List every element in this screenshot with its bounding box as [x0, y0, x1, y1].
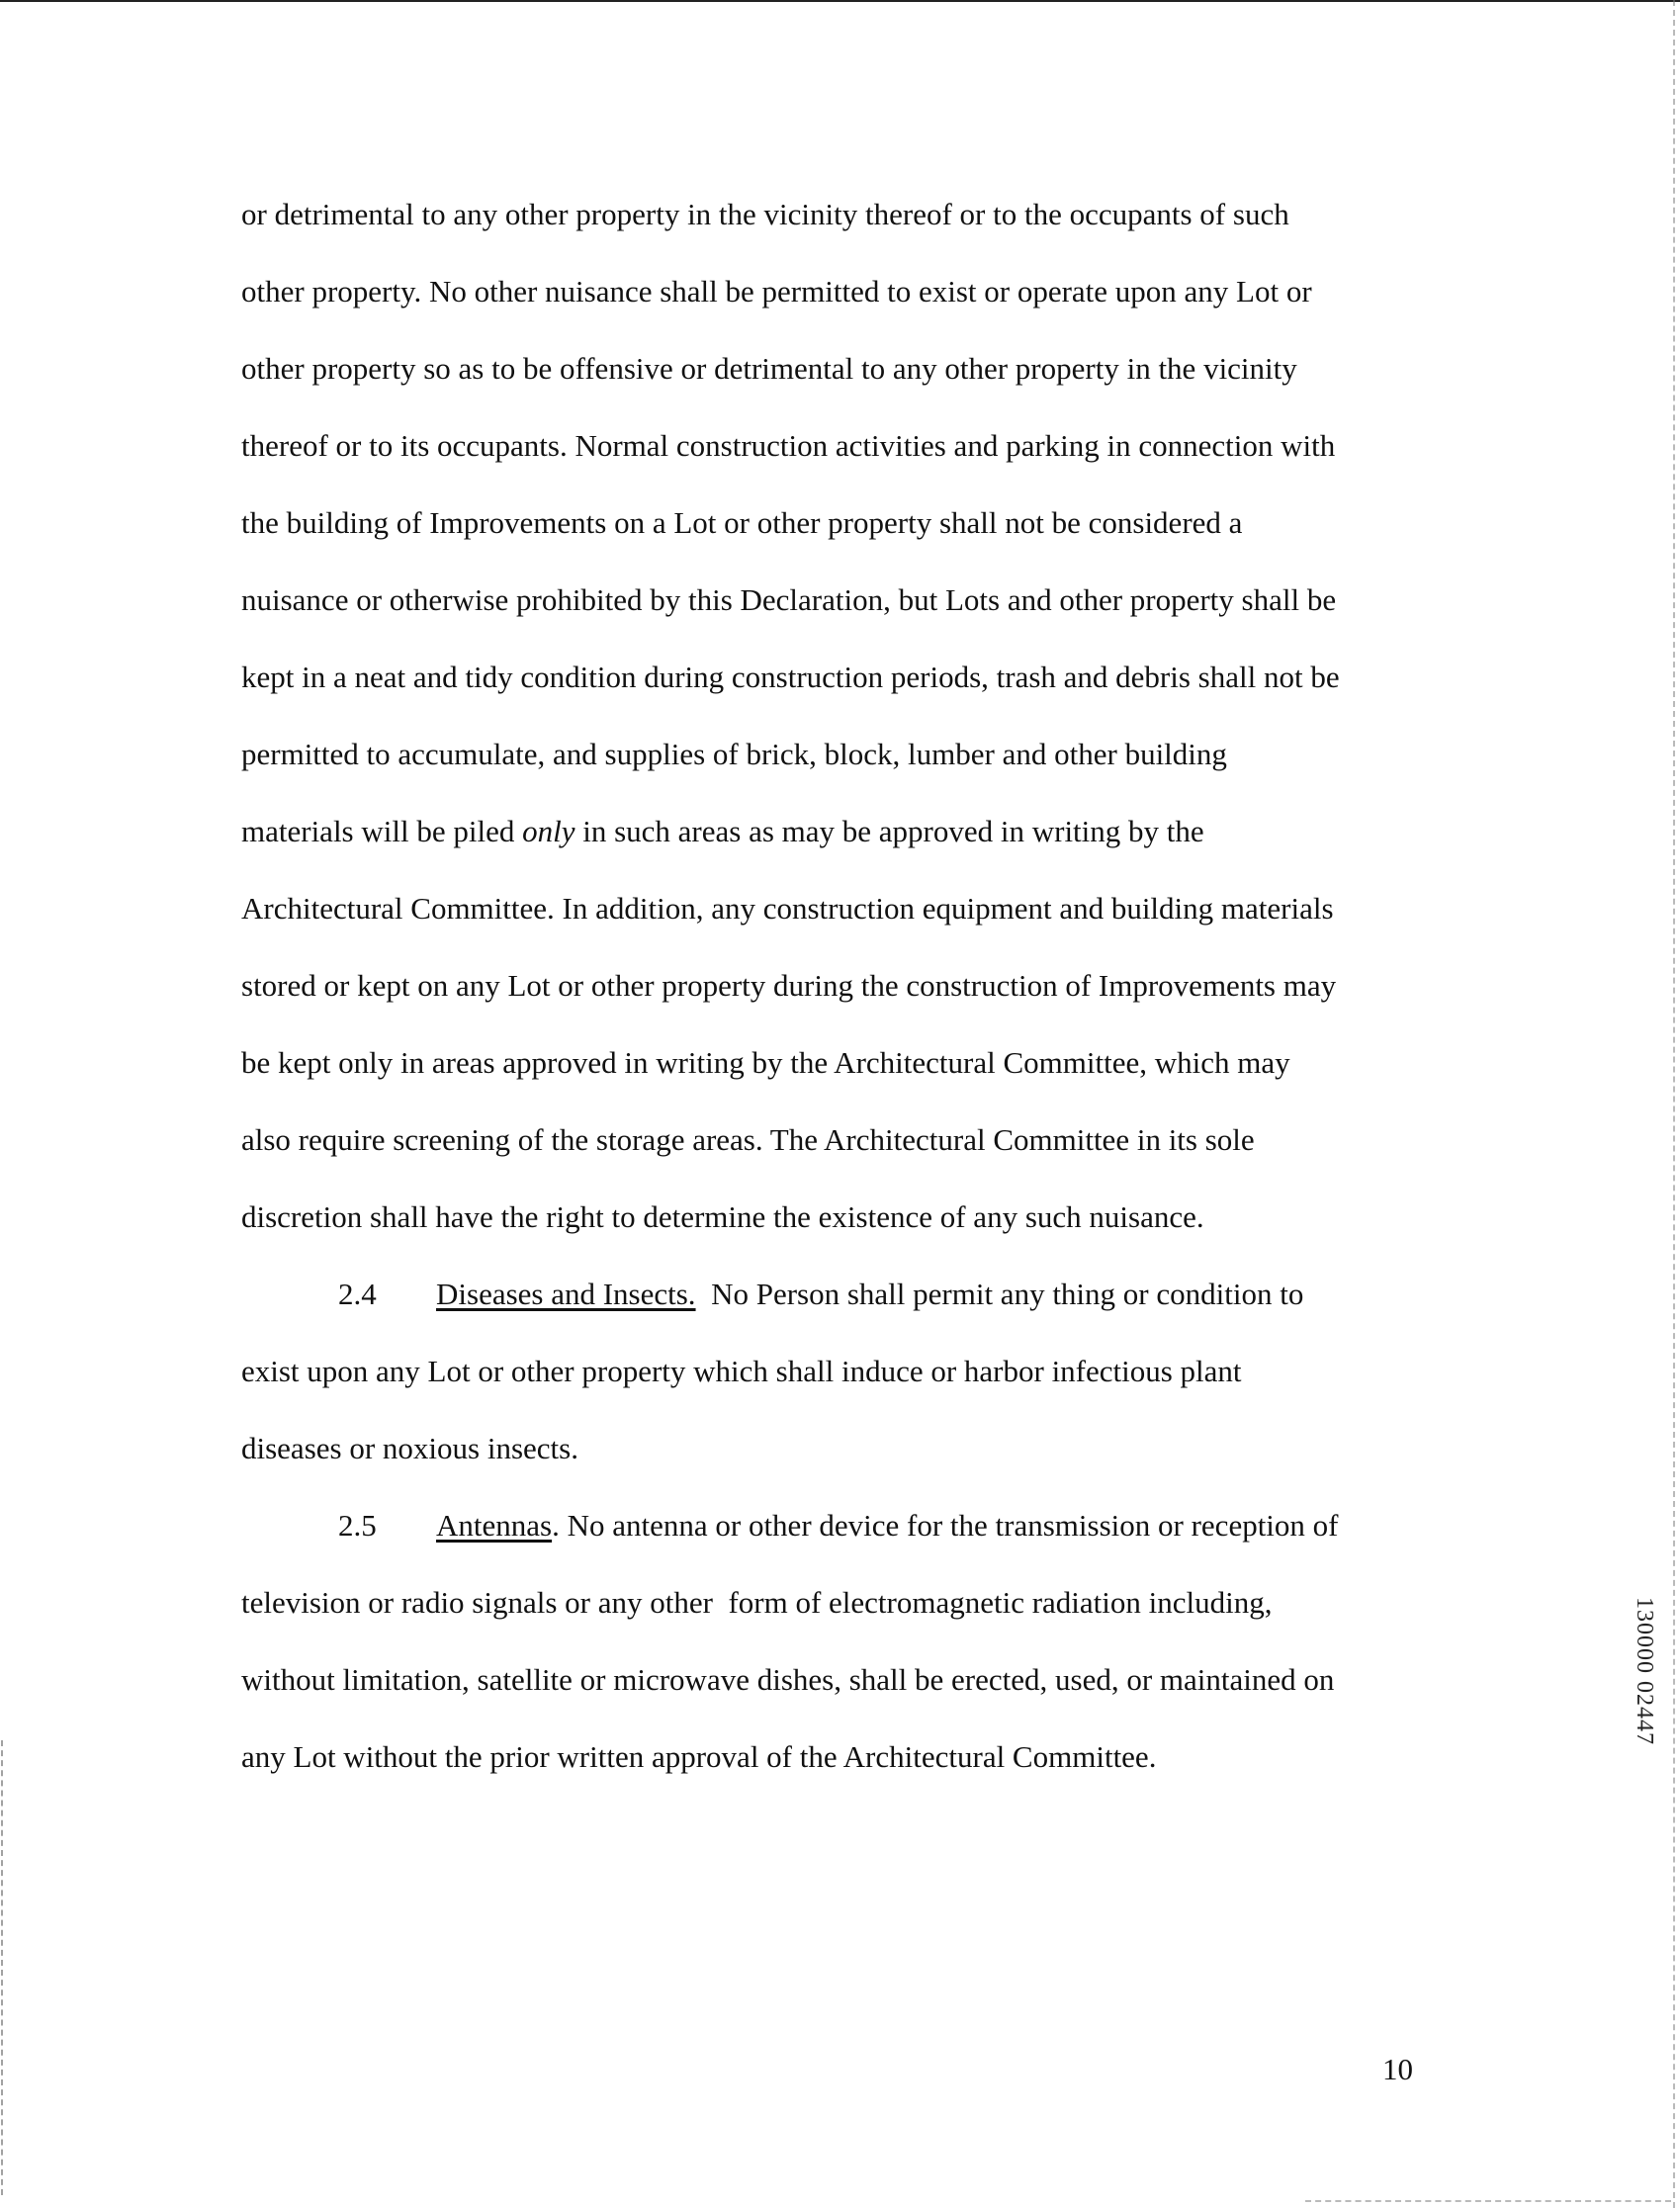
recording-stamp-text: 130000 02447 [1632, 1597, 1657, 1745]
text-segment: No Person shall permit any thing or condition to [695, 1277, 1304, 1311]
scan-top-border [0, 0, 1680, 2]
text-line: any Lot without the prior written approval of the Architectural Committee. [241, 1739, 1157, 1774]
section-number: 2.4 [338, 1277, 377, 1311]
section-2-4 [241, 1256, 1438, 1487]
section-heading: Diseases and Insects. [436, 1277, 696, 1311]
text-segment: . No antenna or other device for the transmission or reception of [552, 1508, 1339, 1543]
text-line: also require screening of the storage areas. The Architectural Committee in its sole [241, 1122, 1255, 1157]
text-line: stored or kept on any Lot or other property during the construction of Improvements may [241, 968, 1337, 1003]
scan-bottom-border [1305, 2199, 1671, 2202]
text-line [241, 793, 1438, 870]
page-number: 10 [1382, 2052, 1413, 2086]
text-line: diseases or noxious insects. [241, 1431, 578, 1465]
recording-stamp [1634, 1597, 1659, 1780]
text-line: television or radio signals or any other form of electromagnetic radiation including, [241, 1585, 1273, 1620]
text-line: Architectural Committee. In addition, any construction equipment and building materials [241, 891, 1334, 926]
section-number: 2.5 [338, 1508, 377, 1543]
text-segment: in such areas as may be approved in writing by the [575, 814, 1204, 848]
text-segment: materials will be piled [241, 814, 523, 848]
text-line: thereof or to its occupants. Normal construction activities and parking in connection with [241, 428, 1336, 463]
text-line: discretion shall have the right to determine the existence of any such nuisance. [241, 1199, 1204, 1234]
section-2-5 [241, 1487, 1438, 1796]
emphasis-only: only [522, 814, 575, 848]
section-2-4-first-line [241, 1256, 1438, 1333]
paragraph-nuisance-continued [241, 176, 1438, 1256]
text-line: permitted to accumulate, and supplies of brick, block, lumber and other building [241, 737, 1227, 771]
text-line: other property so as to be offensive or detrimental to any other property in the vicinity [241, 351, 1297, 386]
text-line: exist upon any Lot or other property which shall induce or harbor infectious plant [241, 1354, 1242, 1388]
scan-right-border [1672, 0, 1675, 2208]
section-2-5-first-line [241, 1487, 1438, 1564]
text-line: kept in a neat and tidy condition during construction periods, trash and debris shall not be [241, 660, 1340, 694]
text-line: without limitation, satellite or microwave dishes, shall be erected, used, or maintained on [241, 1662, 1335, 1697]
text-line: be kept only in areas approved in writing by the Architectural Committee, which may [241, 1045, 1290, 1080]
document-body [241, 176, 1438, 1796]
text-line: nuisance or otherwise prohibited by this Declaration, but Lots and other property shall be [241, 582, 1337, 617]
section-heading: Antennas [436, 1508, 553, 1543]
text-line: or detrimental to any other property in the vicinity thereof or to the occupants of such [241, 197, 1289, 231]
text-line: the building of Improvements on a Lot or other property shall not be considered a [241, 505, 1243, 540]
scan-left-border [1, 1740, 4, 2195]
text-line: other property. No other nuisance shall be permitted to exist or operate upon any Lot or [241, 274, 1312, 309]
